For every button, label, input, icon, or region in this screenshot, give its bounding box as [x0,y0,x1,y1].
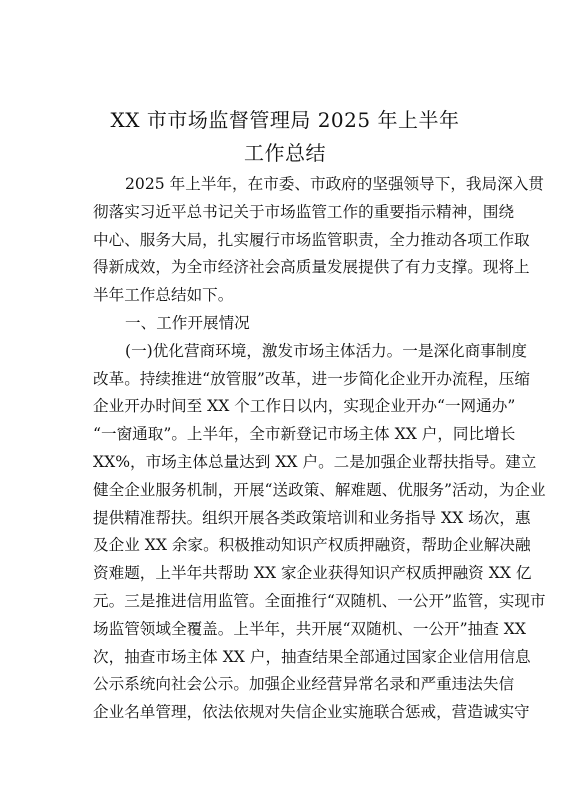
title-line-1: XX 市市场监督管理局 2025 年上半年 [110,108,460,132]
intro-line: 半年工作总结如下。 [93,286,234,305]
subsection-line: 元。三是推进信用监管。全面推行“双随机、一公开”监管，实现市 [93,591,546,610]
subsection-line: (一)优化营商环境，激发市场主体活力。一是深化商事制度 [125,341,528,360]
intro-line: 彻落实习近平总书记关于市场监管工作的重要指示精神，围绕 [93,202,515,221]
section-heading: 一、工作开展情况 [125,313,250,332]
subsection-line: 次，抽查市场主体 XX 户，抽查结果全部通过国家企业信用信息 [93,647,531,666]
subsection-line: 改革。持续推进“放管服”改革，进一步简化企业开办流程，压缩 [93,369,530,388]
subsection-line: “一窗通取”。上半年，全市新登记市场主体 XX 户，同比增长 [93,425,516,444]
intro-line: 中心、服务大局，扎实履行市场监管职责，全力推动各项工作取 [93,230,530,249]
subsection-line: 健全企业服务机制，开展“送政策、解难题、优服务”活动，为企业 [93,480,546,499]
subsection-line: 资难题，上半年共帮助 XX 家企业获得知识产权质押融资 XX 亿 [93,564,532,583]
subsection-line: 公示系统向社会公示。加强企业经营异常名录和严重违法失信 [93,675,515,694]
title-line-2: 工作总结 [244,141,326,165]
subsection-line: 及企业 XX 余家。积极推动知识产权质押融资，帮助企业解决融 [93,536,531,555]
subsection-line: 提供精准帮扶。组织开展各类政策培训和业务指导 XX 场次，惠 [93,508,531,527]
document-title [60,104,510,170]
subsection-line: 场监管领域全覆盖。上半年，共开展“双随机、一公开”抽查 XX [93,619,526,638]
subsection-line: XX%，市场主体总量达到 XX 户。二是加强企业帮扶指导。建立 [93,452,537,471]
intro-line: 2025 年上半年，在市委、市政府的坚强领导下，我局深入贯 [125,175,544,193]
document-body [93,171,546,727]
intro-line: 得新成效，为全市经济社会高质量发展提供了有力支撑。现将上 [93,258,530,277]
subsection-line: 企业名单管理，依法依规对失信企业实施联合惩戒，营造诚实守 [93,703,530,722]
subsection-line: 企业开办时间至 XX 个工作日以内，实现企业开办“一网通办” [93,397,516,416]
